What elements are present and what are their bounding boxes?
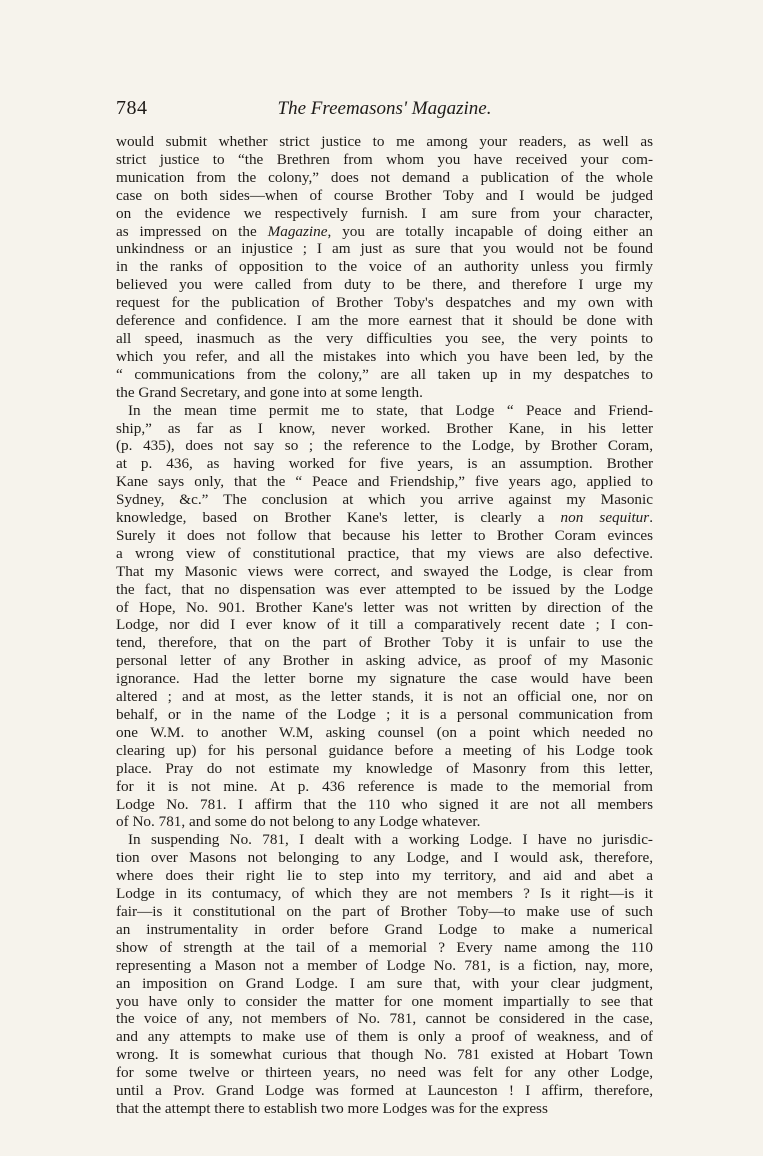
article-body [116,133,653,1118]
text-line: all speed, inasmuch as the very difficulties you see, the very points to [116,329,653,347]
text-line: an instrumentality in order before Grand Lodge to make a numerical [116,920,653,938]
paragraph-p2 [116,402,653,832]
text-line: for it is not mine. At p. 436 reference is made to the memorial from [116,777,653,795]
text-line: In suspending No. 781, I dealt with a working Lodge. I have no jurisdic- [128,831,653,849]
paragraph-p3 [116,831,653,1118]
running-title: The Freemasons' Magazine. [277,98,492,119]
text-line: place. Pray do not estimate my knowledge of Masonry from this letter, [116,759,653,777]
text-line: an imposition on Grand Lodge. I am sure that, with your clear judgment, [116,974,653,992]
text-line: of No. 781, and some do not belong to any Lodge whatever. [116,813,481,831]
text-line: Kane says only, that the “ Peace and Friendship,” five years ago, applied to [116,473,653,491]
text-line: (p. 435), does not say so ; the reference to the Lodge, by Brother Coram, [116,437,653,455]
text-line: of Hope, No. 901. Brother Kane's letter was not written by direction of the [116,598,653,616]
text-line: representing a Mason not a member of Lodge No. 781, is a fiction, nay, more, [116,956,653,974]
text-line: where does their right lie to step into my territory, and aid and abet a [116,867,653,885]
text-line: which you refer, and all the mistakes into which you have been led, by the [116,347,653,365]
text-line: you have only to consider the matter for one moment impartially to see that [116,992,653,1010]
text-line: ignorance. Had the letter borne my signature the case would have been [116,670,653,688]
text-line: Lodge in its contumacy, of which they are not members ? Is it right—is it [116,885,653,903]
text-line: on the evidence we respectively furnish. I am sure from your character, [116,204,653,222]
text-line: that the attempt there to establish two more Lodges was for the express [116,1099,548,1117]
text-line: the voice of any, not members of No. 781, cannot be considered in the case, [116,1010,653,1028]
text-line: believed you were called from duty to be there, and therefore I urge my [116,276,653,294]
text-line: tend, therefore, that on the part of Brother Toby it is unfair to use the [116,634,653,652]
text-line: In the mean time permit me to state, that Lodge “ Peace and Friend- [128,401,653,419]
text-line: as impressed on the Magazine, you are totally incapable of doing either an [116,222,653,240]
text-line: ship,” as far as I know, never worked. Brother Kane, in his letter [116,419,653,437]
text-line: Lodge No. 781. I affirm that the 110 who signed it are not all members [116,795,653,813]
text-line: That my Masonic views were correct, and swayed the Lodge, is clear from [116,562,653,580]
text-line: munication from the colony,” does not demand a publication of the whole [116,168,653,186]
text-line: Surely it does not follow that because his letter to Brother Coram evinces [116,526,653,544]
text-line: behalf, or in the name of the Lodge ; it is a personal communication from [116,706,653,723]
text-line: altered ; and at most, as the letter stands, it is not an official one, nor on [116,688,653,706]
text-line: Sydney, &c.” The conclusion at which you arrive against my Masonic [116,491,653,509]
text-line: a wrong view of constitutional practice, that my views are also defective. [116,544,653,562]
text-line: tion over Masons not belonging to any Lodge, and I would ask, therefore, [116,849,653,867]
text-line: until a Prov. Grand Lodge was formed at Launceston ! I affirm, therefore, [116,1082,653,1100]
text-line: in the ranks of opposition to the voice of an authority unless you firmly [116,258,653,276]
text-line: at p. 436, as having worked for five years, is an assumption. Brother [116,455,653,473]
text-line: for some twelve or thirteen years, no need was felt for any other Lodge, [116,1064,653,1082]
text-line: deference and confidence. I am the more earnest that it should be done with [116,312,653,330]
text-line: fair—is it constitutional on the part of Brother Toby—to make use of such [116,902,653,920]
page-number: 784 [116,97,148,119]
text-line: the Grand Secretary, and gone into at some length. [116,383,423,401]
text-line: case on both sides—when of course Brother Toby and I would be judged [116,186,653,204]
text-line: personal letter of any Brother in asking advice, as proof of my Masonic [116,652,653,670]
text-line: and any attempts to make use of them is only a proof of weakness, and of [116,1028,653,1046]
text-line: would submit whether strict justice to me among your readers, as well as [116,133,653,150]
text-line: request for the publication of Brother Toby's despatches and my own with [116,294,653,312]
text-line: unkindness or an injustice ; I am just as sure that you would not be found [116,240,653,258]
text-line: Lodge, nor did I ever know of it till a comparatively recent date ; I con- [116,616,653,634]
text-line: show of strength at the tail of a memorial ? Every name among the 110 [116,938,653,956]
text-line: one W.M. to another W.M, asking counsel (on a point which needed no [116,723,653,741]
page-header [116,97,653,125]
text-line: clearing up) for his personal guidance before a meeting of his Lodge took [116,741,653,759]
text-line: knowledge, based on Brother Kane's letter, is clearly a non sequitur. [116,509,653,527]
text-line: strict justice to “the Brethren from whom you have received your com- [116,150,653,168]
text-line: wrong. It is somewhat curious that though No. 781 existed at Hobart Town [116,1046,653,1064]
text-line: the fact, that no dispensation was ever attempted to be issued by the Lodge [116,580,653,598]
text-line: “ communications from the colony,” are all taken up in my despatches to [116,365,653,383]
paragraph-p1 [116,133,653,402]
